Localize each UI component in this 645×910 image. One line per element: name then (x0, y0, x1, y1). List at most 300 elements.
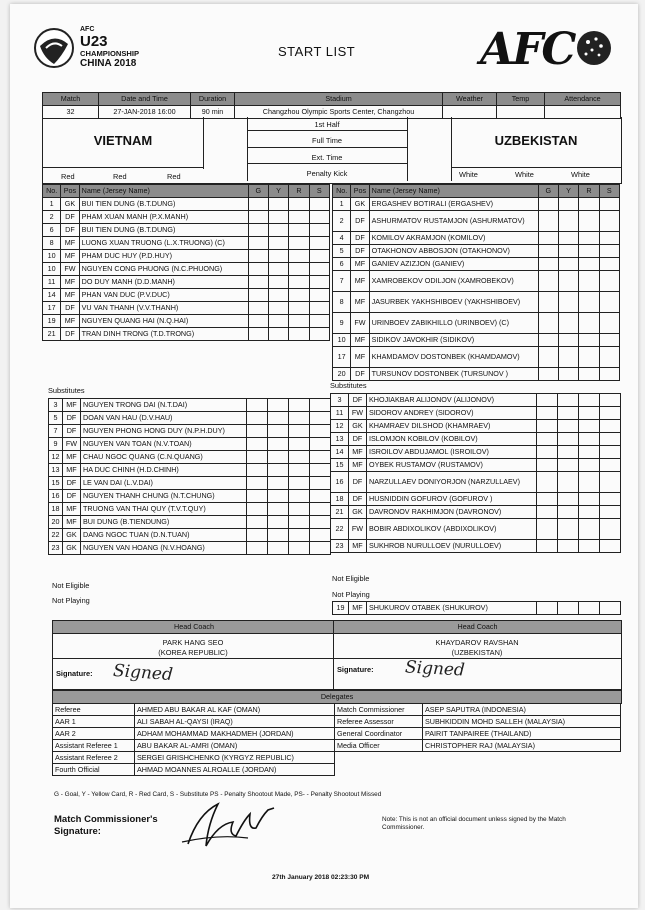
player-position: MF (63, 516, 81, 529)
stat-cell (579, 407, 600, 420)
player-name: NGUYEN TRONG DAI (N.T.DAI) (81, 399, 247, 412)
match-date: 27-JAN-2018 16:00 (99, 106, 191, 119)
period-full-time: Full Time (312, 136, 342, 145)
stat-cell (310, 399, 331, 412)
divider (53, 658, 621, 659)
player-position: GK (351, 198, 369, 211)
table-row (331, 506, 621, 519)
player-name: ERGASHEV BOTIRALI (ERGASHEV) (369, 198, 538, 211)
home-signature-label: Signature: (56, 669, 93, 678)
table-row (333, 347, 620, 368)
delegate-row (53, 728, 335, 740)
player-name: OTAKHONOV ABBOSJON (OTAKHONOV) (369, 245, 538, 258)
stat-cell (248, 289, 268, 302)
stat-cell (309, 289, 329, 302)
stat-cell (268, 289, 288, 302)
stat-cell (599, 258, 619, 271)
stat-cell (289, 276, 309, 289)
player-number: 13 (331, 433, 349, 446)
player-position: MF (63, 464, 81, 477)
stat-cell (538, 211, 558, 232)
player-position: MF (61, 250, 79, 263)
stat-cell (268, 516, 289, 529)
stat-cell (599, 198, 619, 211)
stat-cell (268, 503, 289, 516)
afc-logo-text: AFC (480, 24, 575, 75)
stat-cell (537, 420, 558, 433)
delegate-row (335, 704, 621, 716)
stat-cell (247, 516, 268, 529)
stat-cell (600, 420, 621, 433)
stat-cell (268, 211, 288, 224)
stat-cell (289, 399, 310, 412)
player-position: GK (63, 529, 81, 542)
stat-cell (579, 347, 599, 368)
stat-cell (248, 276, 268, 289)
col-pos: Pos (351, 185, 369, 198)
stat-cell (247, 438, 268, 451)
delegate-name: ADHAM MOHAMMAD MAKHADMEH (JORDAN) (135, 728, 335, 740)
stat-cell (537, 506, 558, 519)
delegate-name: AHMAD MOANNES ALROALLE (JORDAN) (135, 764, 335, 776)
teams-block (42, 117, 622, 184)
stat-cell (268, 276, 288, 289)
player-position: DF (351, 211, 369, 232)
player-name: URINBOEV ZABIKHILLO (URINBOEV) (C) (369, 313, 538, 334)
table-row (333, 334, 620, 347)
stat-cell (579, 211, 599, 232)
col-r: R (289, 185, 309, 198)
player-number: 14 (331, 446, 349, 459)
stadium-label: Stadium (235, 93, 443, 106)
player-position: MF (63, 451, 81, 464)
note-text: Note: This is not an official document unless signed by the Match Commissioner. (382, 816, 566, 831)
stat-cell (247, 451, 268, 464)
away-subs-table (330, 393, 621, 553)
away-not-eligible-label: Not Eligible (332, 574, 370, 583)
stat-cell (599, 292, 619, 313)
china-2018-text: CHINA 2018 (80, 58, 137, 69)
stat-cell (309, 276, 329, 289)
player-name: NGUYEN VAN TOAN (N.V.TOAN) (81, 438, 247, 451)
championship-text: CHAMPIONSHIP (80, 49, 140, 58)
away-signature-label: Signature: (337, 665, 374, 674)
stat-cell (558, 313, 578, 334)
player-position: DF (63, 425, 81, 438)
col-no: No. (333, 185, 351, 198)
away-not-playing-label: Not Playing (332, 590, 370, 599)
delegate-row (53, 764, 335, 776)
table-row (331, 493, 621, 506)
player-name: HA DUC CHINH (H.D.CHINH) (81, 464, 247, 477)
stat-cell (600, 407, 621, 420)
home-lineup-table (42, 184, 330, 341)
stat-cell (310, 542, 331, 555)
delegate-name: SERGEI GRISHCHENKO (KYRGYZ REPUBLIC) (135, 752, 335, 764)
col-y: Y (558, 185, 578, 198)
table-row (43, 263, 330, 276)
player-position: DF (349, 394, 367, 407)
stat-cell (268, 425, 289, 438)
table-row (333, 232, 620, 245)
player-position: MF (61, 237, 79, 250)
stat-cell (558, 211, 578, 232)
stat-cell (248, 302, 268, 315)
table-row (333, 313, 620, 334)
table-row (49, 412, 331, 425)
stat-cell (310, 425, 331, 438)
player-number: 16 (331, 472, 349, 493)
away-not-playing-table (332, 601, 621, 615)
player-number: 12 (331, 420, 349, 433)
stat-cell (537, 519, 558, 540)
stat-cell (310, 516, 331, 529)
delegate-role: Fourth Official (53, 764, 135, 776)
player-number: 22 (331, 519, 349, 540)
period-1st-half: 1st Half (314, 120, 340, 129)
col-no: No. (43, 185, 61, 198)
player-name: LUONG XUAN TRUONG (L.X.TRUONG) (C) (79, 237, 248, 250)
table-row (331, 407, 621, 420)
player-position: DF (63, 477, 81, 490)
away-head-coach-header: Head Coach (333, 620, 622, 634)
table-row (49, 516, 331, 529)
stat-cell (600, 472, 621, 493)
stat-cell (558, 472, 579, 493)
stat-cell (289, 529, 310, 542)
player-number: 6 (333, 258, 351, 271)
player-name: TURSUNOV DOSTONBEK (TURSUNOV ) (369, 368, 538, 381)
divider (247, 163, 407, 164)
stat-cell (579, 258, 599, 271)
player-number: 21 (331, 506, 349, 519)
stat-cell (579, 368, 599, 381)
table-row (49, 451, 331, 464)
away-team-box (451, 117, 621, 169)
stat-cell (268, 464, 289, 477)
player-position: GK (349, 506, 367, 519)
stat-cell (309, 328, 329, 341)
delegates-right-table (334, 703, 621, 752)
table-row (331, 519, 621, 540)
col-s: S (309, 185, 329, 198)
stat-cell (248, 263, 268, 276)
stat-cell (579, 245, 599, 258)
stat-cell (289, 263, 309, 276)
stat-cell (579, 433, 600, 446)
stat-cell (538, 347, 558, 368)
player-number: 19 (43, 315, 61, 328)
table-row (331, 394, 621, 407)
col-name: Name (Jersey Name) (369, 185, 538, 198)
table-row (331, 420, 621, 433)
period-ext-time: Ext. Time (311, 153, 343, 162)
commissioner-signature-label-2: Signature: (54, 826, 101, 837)
home-head-coach-header: Head Coach (52, 620, 336, 634)
table-row (333, 292, 620, 313)
table-row (49, 438, 331, 451)
player-number: 21 (43, 328, 61, 341)
player-name: ISROILOV ABDUJAMOL (ISROILOV) (367, 446, 537, 459)
player-position: MF (61, 276, 79, 289)
col-g: G (538, 185, 558, 198)
stat-cell (579, 198, 599, 211)
table-row (43, 237, 330, 250)
stat-cell (268, 451, 289, 464)
stat-cell (248, 211, 268, 224)
player-position: MF (351, 292, 369, 313)
player-number: 9 (333, 313, 351, 334)
delegate-role: General Coordinator (335, 728, 423, 740)
stat-cell (558, 232, 578, 245)
player-name: BOBIR ABDIXOLIKOV (ABDIXOLIKOV) (367, 519, 537, 540)
stat-cell (538, 271, 558, 292)
date-label: Date and Time (99, 93, 191, 106)
player-number: 14 (43, 289, 61, 302)
table-row (49, 399, 331, 412)
home-subs-table (48, 398, 331, 555)
delegate-row (335, 716, 621, 728)
col-s: S (599, 185, 619, 198)
player-name: TRUONG VAN THAI QUY (T.V.T.QUY) (81, 503, 247, 516)
home-coach-name: PARK HANG SEO (162, 638, 224, 647)
away-substitutes-label: Substitutes (330, 381, 367, 390)
delegate-name: SUBHKIDDIN MOHD SALLEH (MALAYSIA) (423, 716, 621, 728)
player-name: DANG NGOC TUAN (D.N.TUAN) (81, 529, 247, 542)
player-number: 11 (331, 407, 349, 420)
stat-cell (248, 224, 268, 237)
match-info-table (42, 92, 621, 119)
player-position: MF (351, 347, 369, 368)
table-row (43, 302, 330, 315)
stat-cell (310, 529, 331, 542)
stat-cell (579, 232, 599, 245)
table-row (49, 490, 331, 503)
delegate-role: AAR 2 (53, 728, 135, 740)
stat-cell (538, 232, 558, 245)
player-number: 17 (43, 302, 61, 315)
delegate-name: AHMED ABU BAKAR AL KAF (OMAN) (135, 704, 335, 716)
player-position: MF (351, 258, 369, 271)
table-row (331, 446, 621, 459)
stat-cell (248, 237, 268, 250)
player-number: 5 (333, 245, 351, 258)
player-position: FW (351, 313, 369, 334)
player-name: GANIEV AZIZJON (GANIEV) (369, 258, 538, 271)
duration-label: Duration (191, 93, 235, 106)
player-number: 6 (43, 224, 61, 237)
player-position: DF (61, 224, 79, 237)
player-name: SIDIKOV JAVOKHIR (SIDIKOV) (369, 334, 538, 347)
stat-cell (537, 472, 558, 493)
head-coach-block (52, 620, 622, 690)
stat-cell (268, 224, 288, 237)
stat-cell (289, 224, 309, 237)
stat-cell (600, 506, 621, 519)
weather-label: Weather (443, 93, 497, 106)
home-team-name: VIETNAM (93, 133, 153, 148)
away-coach-name: KHAYDAROV RAVSHAN (435, 638, 519, 647)
stat-cell (268, 490, 289, 503)
stat-cell (558, 433, 579, 446)
player-position: GK (349, 420, 367, 433)
table-row (331, 459, 621, 472)
stat-cell (268, 477, 289, 490)
stat-cell (558, 258, 578, 271)
stat-cell (310, 490, 331, 503)
stat-cell (309, 315, 329, 328)
player-number: 3 (49, 399, 63, 412)
table-row (43, 224, 330, 237)
stat-cell (599, 271, 619, 292)
table-row (43, 250, 330, 263)
match-number: 32 (43, 106, 99, 119)
player-position: GK (63, 542, 81, 555)
home-team-box (43, 117, 204, 169)
stat-cell (268, 438, 289, 451)
player-name: PHAM XUAN MANH (P.X.MANH) (79, 211, 248, 224)
stat-cell (268, 237, 288, 250)
attendance-label: Attendance (545, 93, 621, 106)
stat-cell (538, 245, 558, 258)
stat-cell (579, 506, 600, 519)
stat-cell (600, 446, 621, 459)
player-position: MF (349, 540, 367, 553)
stat-cell (538, 368, 558, 381)
stat-cell (538, 292, 558, 313)
stat-cell (247, 529, 268, 542)
player-number: 1 (333, 198, 351, 211)
stat-cell (248, 315, 268, 328)
stat-cell (289, 451, 310, 464)
player-position: DF (351, 232, 369, 245)
stat-cell (289, 516, 310, 529)
player-number: 15 (331, 459, 349, 472)
stat-cell (579, 313, 599, 334)
stat-cell (558, 420, 579, 433)
stat-cell (599, 334, 619, 347)
stat-cell (579, 292, 599, 313)
stat-cell (599, 245, 619, 258)
player-position: DF (351, 368, 369, 381)
player-name: DAVRONOV RAKHIMJON (DAVRONOV) (367, 506, 537, 519)
u23-text: U23 (80, 33, 108, 50)
stat-cell (579, 519, 600, 540)
player-number: 8 (43, 237, 61, 250)
stat-cell (600, 540, 621, 553)
stat-cell (558, 459, 579, 472)
player-name: SIDOROV ANDREY (SIDOROV) (367, 407, 537, 420)
player-number: 18 (331, 493, 349, 506)
stat-cell (600, 459, 621, 472)
stat-cell (289, 198, 309, 211)
table-row (333, 368, 620, 381)
stat-cell (289, 542, 310, 555)
table-row (43, 276, 330, 289)
player-position: MF (351, 271, 369, 292)
player-number: 7 (333, 271, 351, 292)
stat-cell (268, 302, 288, 315)
player-name: DOAN VAN HAU (D.V.HAU) (81, 412, 247, 425)
home-not-eligible-label: Not Eligible (52, 581, 90, 590)
stat-cell (579, 334, 599, 347)
print-timestamp: 27th January 2018 02:23:30 PM (272, 874, 370, 881)
player-name: BUI TIEN DUNG (B.T.DUNG) (79, 198, 248, 211)
home-kit-socks: Red (167, 172, 181, 181)
stat-cell (268, 250, 288, 263)
stat-cell (558, 334, 578, 347)
stat-cell (309, 237, 329, 250)
col-r: R (579, 185, 599, 198)
table-row (43, 328, 330, 341)
stat-cell (247, 425, 268, 438)
stat-cell (537, 446, 558, 459)
player-name: JASURBEK YAKHSHIBOEV (YAKHSHIBOEV) (369, 292, 538, 313)
player-name: KHOJIAKBAR ALIJONOV (ALIJONOV) (367, 394, 537, 407)
delegate-role: Referee Assessor (335, 716, 423, 728)
table-row (43, 198, 330, 211)
home-substitutes-label: Substitutes (48, 386, 85, 395)
stat-cell (537, 493, 558, 506)
player-number: 2 (43, 211, 61, 224)
player-number: 4 (333, 232, 351, 245)
away-team-name: UZBEKISTAN (494, 133, 578, 148)
stat-cell (289, 302, 309, 315)
stat-cell (268, 412, 289, 425)
player-number: 23 (331, 540, 349, 553)
player-number: 9 (49, 438, 63, 451)
divider (451, 167, 621, 168)
player-name: PHAM DUC HUY (P.D.HUY) (79, 250, 248, 263)
player-position: DF (61, 302, 79, 315)
stat-cell (600, 602, 621, 615)
delegate-row (335, 728, 621, 740)
player-name: NGUYEN THANH CHUNG (N.T.CHUNG) (81, 490, 247, 503)
player-position: DF (349, 433, 367, 446)
delegate-role: Assistant Referee 2 (53, 752, 135, 764)
home-coach-signature: Signed (112, 660, 174, 686)
stat-cell (579, 271, 599, 292)
table-row (43, 315, 330, 328)
stat-cell (558, 292, 578, 313)
player-number: 20 (333, 368, 351, 381)
stat-cell (558, 368, 578, 381)
stat-cell (247, 399, 268, 412)
player-name: BUI DUNG (B.TIENDUNG) (81, 516, 247, 529)
stat-cell (579, 459, 600, 472)
stat-cell (247, 477, 268, 490)
player-number: 1 (43, 198, 61, 211)
stat-cell (248, 250, 268, 263)
player-name: ASHURMATOV RUSTAMJON (ASHURMATOV) (369, 211, 538, 232)
table-row (49, 477, 331, 490)
player-number: 17 (333, 347, 351, 368)
u23-championship-logo (32, 22, 182, 72)
player-position: MF (63, 399, 81, 412)
player-position: DF (61, 328, 79, 341)
stat-cell (247, 503, 268, 516)
stat-cell (310, 412, 331, 425)
col-y: Y (268, 185, 288, 198)
player-position: FW (349, 407, 367, 420)
stat-cell (289, 328, 309, 341)
player-number: 13 (49, 464, 63, 477)
stat-cell (579, 493, 600, 506)
stat-cell (599, 211, 619, 232)
home-kit-shorts: Red (113, 172, 127, 181)
stat-cell (600, 433, 621, 446)
stat-cell (289, 464, 310, 477)
